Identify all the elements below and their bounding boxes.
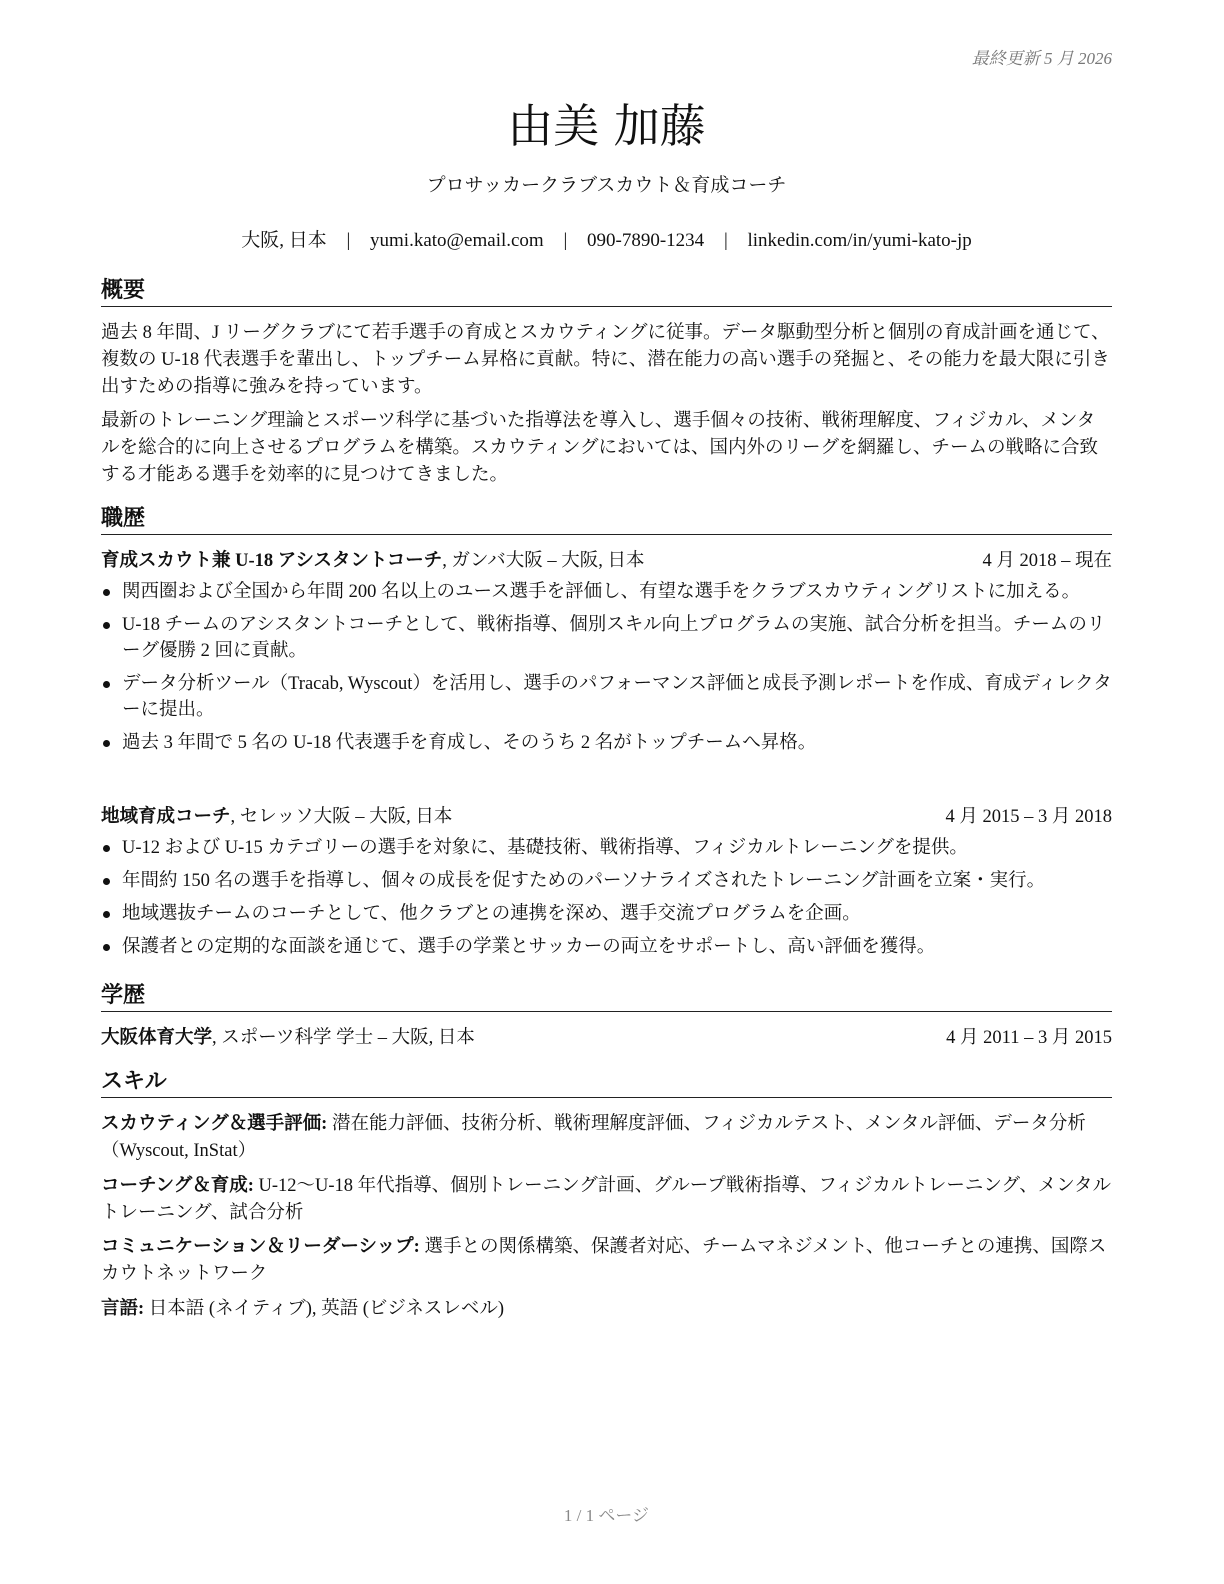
job-dates: 4 月 2015 – 3 月 2018 bbox=[945, 807, 1112, 827]
job-header bbox=[101, 548, 1112, 575]
contact-email[interactable]: yumi.kato@email.com bbox=[370, 230, 544, 251]
resume-page bbox=[101, 0, 1112, 1584]
job-role: 育成スカウト兼 U-18 アシスタントコーチ bbox=[101, 551, 443, 571]
list-item: 年間約 150 名の選手を指導し、個々の成長を促すためのパーソナライズされたトレーニング計画を立案・実行。 bbox=[101, 868, 1112, 894]
contact-separator: | bbox=[723, 230, 728, 251]
contact-phone: 090-7890-1234 bbox=[587, 230, 705, 251]
skill-text: 日本語 (ネイティブ), 英語 (ビジネスレベル) bbox=[144, 1299, 505, 1319]
list-item: 保護者との定期的な面談を通じて、選手の学業とサッカーの両立をサポートし、高い評価を獲得。 bbox=[101, 934, 1112, 960]
skill-label: 言語: bbox=[101, 1299, 145, 1319]
contact-line bbox=[101, 225, 1112, 252]
skill-item bbox=[101, 1234, 1112, 1288]
list-item: 関西圏および全国から年間 200 名以上のユース選手を評価し、有望な選手をクラブスカウティングリストに加える。 bbox=[101, 579, 1112, 605]
list-item: U-18 チームのアシスタントコーチとして、戦術指導、個別スキル向上プログラムの実施、試合分析を担当。チームのリーグ優勝 2 回に貢献。 bbox=[101, 612, 1112, 664]
job-header bbox=[101, 804, 1112, 831]
job-dates: 4 月 2018 – 現在 bbox=[982, 551, 1112, 571]
section-title-education: 学歴 bbox=[101, 983, 1112, 1012]
list-item: 過去 3 年間で 5 名の U-18 代表選手を育成し、そのうち 2 名がトップチームへ昇格。 bbox=[101, 730, 1112, 756]
bullet-icon bbox=[103, 944, 110, 951]
contact-linkedin[interactable]: linkedin.com/in/yumi-kato-jp bbox=[747, 230, 972, 251]
summary-paragraph: 過去 8 年間、J リーグクラブにて若手選手の育成とスカウティングに従事。データ駆動型分析と個別の育成計画を通じて、複数の U-18 代表選手を輩出し、トップチーム昇格に貢献。特に、潜在能力の高い選手の発掘と、その能力を最大限に引き出すための指導に強みを持っています。 bbox=[101, 323, 1110, 397]
bullet-icon bbox=[103, 681, 110, 688]
job-org: , セレッソ大阪 – 大阪, 日本 bbox=[230, 807, 453, 827]
education-dates: 4 月 2011 – 3 月 2015 bbox=[946, 1028, 1112, 1048]
job-org: , ガンバ大阪 – 大阪, 日本 bbox=[442, 551, 645, 571]
summary-paragraph: 最新のトレーニング理論とスポーツ科学に基づいた指導法を導入し、選手個々の技術、戦術理解度、フィジカル、メンタルを総合的に向上させるプログラムを構築。スカウティングにおいては、国内外のリーグを網羅し、チームの戦略に合致する才能ある選手を効率的に見つけてきました。 bbox=[101, 411, 1098, 485]
degree-detail: , スポーツ科学 学士 – 大阪, 日本 bbox=[212, 1028, 475, 1048]
bullet-icon bbox=[103, 845, 110, 852]
bullet-icon bbox=[103, 740, 110, 747]
skill-label: スカウティング＆選手評価: bbox=[101, 1114, 328, 1134]
bullet-icon bbox=[103, 589, 110, 596]
list-item: データ分析ツール（Tracab, Wyscout）を活用し、選手のパフォーマンス評価と成長予測レポートを作成、育成ディレクターに提出。 bbox=[101, 671, 1112, 723]
skill-item bbox=[101, 1173, 1112, 1227]
skill-label: コミュニケーション＆リーダーシップ: bbox=[101, 1237, 420, 1257]
contact-separator: | bbox=[563, 230, 568, 251]
section-title-experience: 職歴 bbox=[101, 506, 1112, 535]
person-name: 由美 加藤 bbox=[507, 99, 706, 153]
job-bullets bbox=[101, 835, 1112, 967]
section-title-skills: スキル bbox=[101, 1069, 1112, 1098]
skill-item bbox=[101, 1296, 1112, 1323]
job-bullets bbox=[101, 579, 1112, 763]
bullet-icon bbox=[103, 622, 110, 629]
skill-label: コーチング＆育成: bbox=[101, 1176, 254, 1196]
section-title-summary: 概要 bbox=[101, 278, 1112, 307]
last-updated: 最終更新 5 月 2026 bbox=[971, 49, 1112, 68]
page-number: 1 / 1 ページ bbox=[563, 1506, 650, 1525]
job-role: 地域育成コーチ bbox=[101, 807, 231, 827]
skill-text: 選手との関係構築、保護者対応、チームマネジメント、他コーチとの連携、国際スカウトネットワーク bbox=[101, 1237, 1107, 1284]
skill-text: 潜在能力評価、技術分析、戦術理解度評価、フィジカルテスト、メンタル評価、データ分析（Wyscout, InStat） bbox=[101, 1114, 1086, 1161]
contact-location: 大阪, 日本 bbox=[241, 230, 327, 251]
education-entry bbox=[101, 1025, 1112, 1052]
bullet-icon bbox=[103, 911, 110, 918]
school-name: 大阪体育大学 bbox=[101, 1028, 213, 1048]
list-item: U-12 および U-15 カテゴリーの選手を対象に、基礎技術、戦術指導、フィジカルトレーニングを提供。 bbox=[101, 835, 1112, 861]
list-item: 地域選抜チームのコーチとして、他クラブとの連携を深め、選手交流プログラムを企画。 bbox=[101, 901, 1112, 927]
contact-separator: | bbox=[346, 230, 351, 251]
skill-text: U-12〜U-18 年代指導、個別トレーニング計画、グループ戦術指導、フィジカルトレーニング、メンタルトレーニング、試合分析 bbox=[101, 1176, 1111, 1223]
skill-item bbox=[101, 1111, 1112, 1165]
bullet-icon bbox=[103, 878, 110, 885]
headline: プロサッカークラブスカウト＆育成コーチ bbox=[426, 175, 787, 196]
